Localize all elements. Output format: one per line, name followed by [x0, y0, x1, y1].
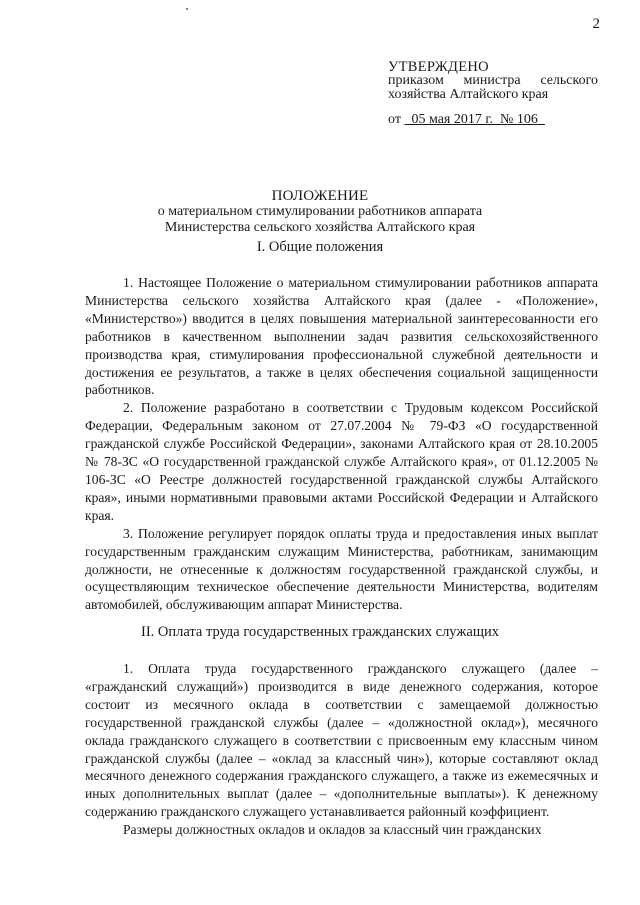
- approval-date-line: [388, 113, 598, 127]
- approval-line-1: приказом министра сельского: [388, 73, 598, 88]
- document-title: [0, 188, 640, 236]
- paragraph: 1. Настоящее Положение о материальном стимулировании работников аппарата Министерства сельского хозяйства Алтайского края (далее - «Положение», «Министерство») вводится в целях повышения материальной заинтересованности его работников в качественном выполнении задач развития сельскохозяйственного производства края, стимулирования профессиональной служебной деятельности и достижения ее результатов, а также в целях обеспечения социальной защищенности работников.: [85, 275, 598, 398]
- paragraph: 2. Положение разработано в соответствии с Трудовым кодексом Российской Федерации, Федеральным законом от 27.07.2004 № 79-ФЗ «О государственной гражданской службе Российской Федерации», законами Алтайского края от 28.10.2005 № 78-ЗС «О государственной гражданской службе Алтайского края», от 01.12.2005 № 106-ЗС «О Реестре должностей государственной гражданской службы Алтайского края», иными нормативными правовыми актами Российской Федерации и Алтайского края.: [85, 400, 598, 523]
- approval-heading: УТВЕРЖДЕНО: [388, 59, 489, 75]
- title-line-3: Министерства сельского хозяйства Алтайского края: [164, 220, 476, 235]
- scan-speck: [186, 8, 188, 10]
- section-1-body: [85, 274, 598, 614]
- section-2-body: [85, 660, 598, 839]
- section-1-heading: I. Общие положения: [256, 239, 384, 255]
- page-number: 2: [592, 16, 600, 32]
- approval-stamp-block: [388, 60, 598, 127]
- paragraph: Размеры должностных окладов и окладов за классный чин гражданских: [123, 822, 542, 838]
- date-value: 05 мая 2017 г. № 106: [411, 112, 538, 127]
- section-2-heading: II. Оплата труда государственных гражданских служащих: [140, 624, 499, 640]
- order-number: № 106: [500, 112, 538, 127]
- title-line-1: ПОЛОЖЕНИЕ: [271, 188, 369, 204]
- paragraph: 1. Оплата труда государственного гражданского служащего (далее – «гражданский служащий») производится в виде денежного содержания, которое состоит из месячного оклада в соответствии с замещаемой должностью государственной гражданской службы (далее – «должностной оклад»), месячного оклада гражданского служащего в соответствии с присвоенным ему классным чином гражданской службы (далее – «оклад за классный чин»), которые составляют оклад месячного денежного содержания гражданского служащего, а также из ежемесячных и иных дополнительных выплат (далее – «дополнительные выплаты»). К денежному содержанию гражданского служащего устанавливается районный коэффициент.: [85, 661, 598, 820]
- paragraph: 3. Положение регулирует порядок оплаты труда и предоставления иных выплат государственным гражданским служащим Министерства, работникам, занимающим должности, не отнесенные к должностям государственной гражданской службы, и осуществляющим техническое обеспечение деятельности Министерства, водителям автомобилей, обслуживающим аппарат Министерства.: [85, 525, 598, 613]
- title-line-2: о материальном стимулировании работников аппарата: [157, 204, 483, 219]
- date-prefix: от: [388, 112, 401, 127]
- approval-line-2: хозяйства Алтайского края: [388, 87, 549, 102]
